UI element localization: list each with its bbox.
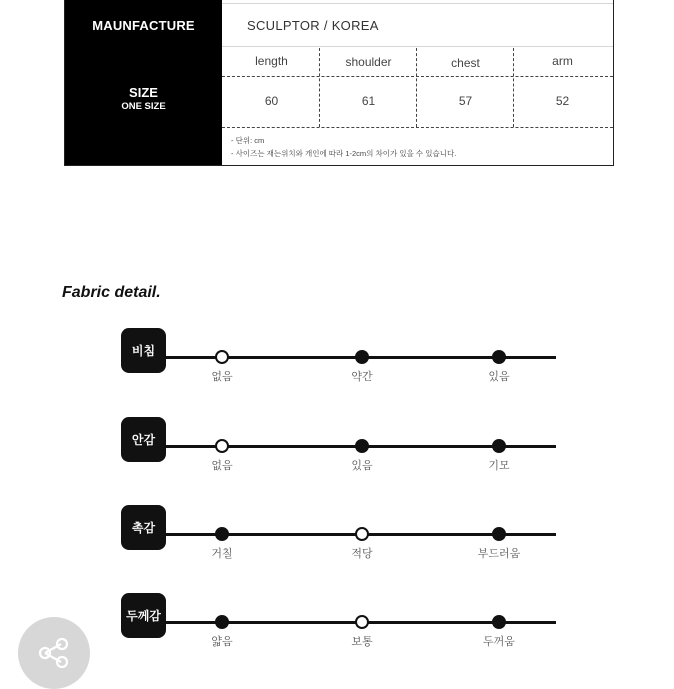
size-label-sub: ONE SIZE <box>121 101 166 113</box>
fabric-row-label: 안감 <box>121 417 166 462</box>
fabric-marker-selected <box>355 527 369 541</box>
fabric-row-label: 두께감 <box>121 593 166 638</box>
fabric-row <box>0 328 674 388</box>
share-button[interactable] <box>18 617 90 689</box>
fabric-marker <box>492 527 506 541</box>
header-shoulder: shoulder <box>345 55 392 69</box>
manufacture-value: SCULPTOR / KOREA <box>247 17 379 33</box>
fabric-marker <box>492 615 506 629</box>
note-unit: - 단위: cm <box>231 136 265 145</box>
value-chest: 57 <box>458 94 473 108</box>
fabric-option-label: 없음 <box>211 371 233 383</box>
fabric-row <box>0 593 674 653</box>
value-length: 60 <box>264 94 279 108</box>
fabric-option-label: 거칠 <box>211 548 233 560</box>
fabric-option-label: 두꺼움 <box>483 636 515 648</box>
size-table <box>64 0 614 166</box>
fabric-marker-selected <box>355 615 369 629</box>
note-size-variance: - 사이즈는 재는위치와 개인에 따라 1-2cm의 차이가 있을 수 있습니다. <box>231 149 457 158</box>
fabric-marker <box>492 439 506 453</box>
size-label <box>65 86 222 113</box>
fabric-option-label: 있음 <box>488 371 510 383</box>
header-chest: chest <box>451 56 480 70</box>
fabric-option-label: 부드러움 <box>477 548 521 560</box>
fabric-option-label: 없음 <box>211 460 233 472</box>
fabric-marker-selected <box>215 350 229 364</box>
fabric-marker-selected <box>215 439 229 453</box>
fabric-option-label: 보통 <box>351 636 373 648</box>
header-length: length <box>255 54 288 68</box>
fabric-row <box>0 417 674 477</box>
fabric-option-label: 적당 <box>351 548 373 560</box>
value-shoulder: 61 <box>361 94 376 108</box>
fabric-marker <box>492 350 506 364</box>
fabric-marker <box>355 350 369 364</box>
fabric-option-label: 약간 <box>351 371 373 383</box>
table-header-divider <box>222 76 613 77</box>
manufacture-label: MAUNFACTURE <box>92 17 195 33</box>
size-label-main: SIZE <box>129 85 158 100</box>
fabric-option-label: 기모 <box>488 460 510 472</box>
fabric-row-label: 비침 <box>121 328 166 373</box>
share-icon <box>34 633 74 673</box>
fabric-option-label: 얇음 <box>211 636 233 648</box>
fabric-marker <box>215 527 229 541</box>
fabric-marker <box>215 615 229 629</box>
fabric-option-label: 있음 <box>351 460 373 472</box>
fabric-row <box>0 505 674 565</box>
fabric-row-label: 촉감 <box>121 505 166 550</box>
value-arm: 52 <box>555 94 570 108</box>
fabric-detail-title: Fabric detail. <box>62 284 161 301</box>
header-arm: arm <box>552 54 573 68</box>
table-top-divider <box>222 3 613 4</box>
table-values-divider <box>222 127 613 128</box>
table-manufacture-divider <box>222 46 613 47</box>
fabric-marker <box>355 439 369 453</box>
